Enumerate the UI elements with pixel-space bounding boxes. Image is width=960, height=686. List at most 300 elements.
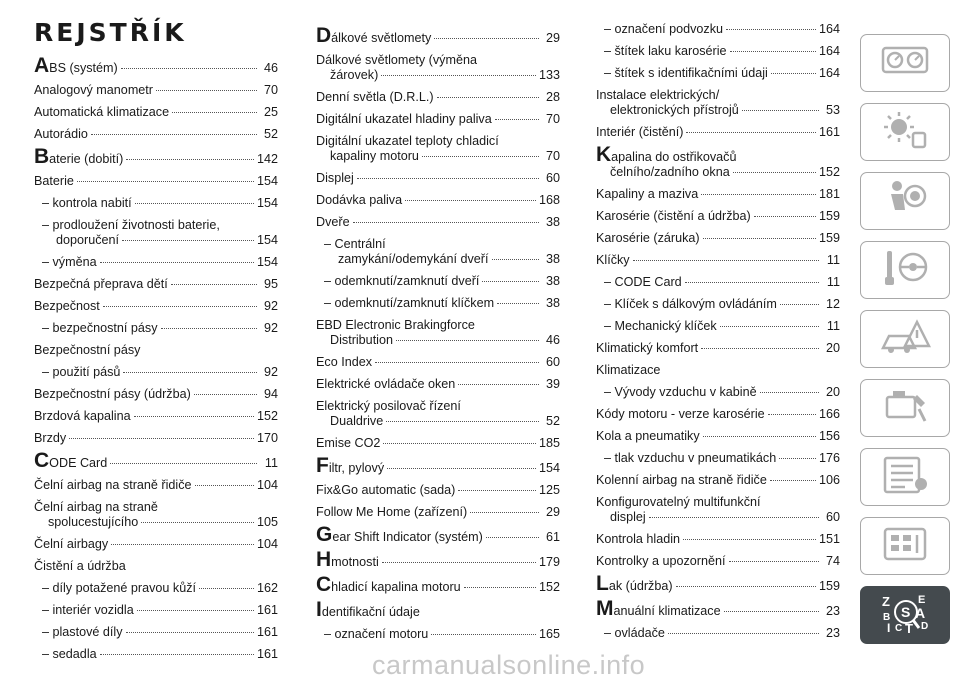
entry-label: Čelní airbag na straně řidiče [34,478,192,492]
entry-label: displej [610,510,646,524]
index-entry-line [604,275,840,290]
page-number: 11 [826,319,840,333]
page-number: 156 [818,429,840,443]
dot-leader [676,586,816,587]
index-entry [34,218,278,248]
entry-label: Čelní airbag na straně [34,500,158,514]
entry-text [596,341,698,356]
index-entry [316,215,560,230]
entry-text [324,627,428,642]
entry-label: Bezpečnost [34,299,100,313]
index-entry-line [596,532,840,547]
entry-label: – odemknutí/zamknutí dveří [324,274,480,288]
dot-leader [396,340,539,341]
index-entry [596,88,840,118]
index-entry [316,296,560,311]
dot-leader [422,156,539,157]
entry-label: anuální klimatizace [613,604,721,618]
page-number: 95 [263,277,278,291]
dot-leader [633,260,819,261]
entry-label: álkové světlomety [331,31,432,45]
page-number: 166 [818,407,840,421]
page-number: 11 [826,275,840,289]
page-number: 159 [818,209,840,223]
dot-leader [768,414,816,415]
entry-label: Brzdová kapalina [34,409,131,423]
index-entry [34,174,278,189]
entry-label: – interiér vozidla [42,603,134,617]
index-letters-icon [879,592,931,639]
entry-label: Dveře [316,215,350,229]
entry-text [596,143,737,166]
entry-text [324,274,479,289]
dot-leader [649,517,819,518]
entry-text [316,548,379,571]
page-number: 161 [256,603,278,617]
index-entry-line [34,83,278,98]
index-entry [34,54,278,77]
entry-label: EBD Electronic Brakingforce [316,318,475,332]
index-column-2 [316,22,560,649]
entry-label: hladicí kapalina motoru [331,580,461,594]
page-number: 152 [256,409,278,423]
entry-text [34,409,131,424]
chapter-tabs [856,34,956,655]
dot-leader [703,436,816,437]
entry-label: Follow Me Home (zařízení) [316,505,468,519]
entry-text [316,112,492,127]
index-entry [596,187,840,202]
dot-leader [729,561,819,562]
index-entry-line [596,143,840,166]
chapter-tab[interactable] [860,586,950,644]
index-entry [596,572,840,595]
entry-text [56,233,119,248]
dot-leader [122,240,254,241]
index-entry [316,355,560,370]
entry-label: – kontrola nabití [42,196,132,210]
entry-label: Kódy motoru - verze karosérie [596,407,765,421]
entry-label: Analogový manometr [34,83,154,97]
index-entry-line [604,66,840,81]
entry-text [42,647,97,662]
entry-label: aterie (dobití) [49,152,124,166]
page-number: 92 [263,321,278,335]
chapter-tab[interactable] [860,172,950,230]
entry-label: doporučení [56,233,120,247]
entry-label: BS (systém) [49,61,118,75]
page-number: 154 [256,255,278,269]
index-entry [34,83,278,98]
index-entry [596,532,840,547]
entry-text [34,343,140,358]
entry-text [330,333,393,348]
dot-leader [137,610,254,611]
entry-text [42,196,132,211]
entry-text [610,165,730,180]
entry-text [316,505,467,520]
index-entry-line [316,505,560,520]
entry-label: žárovek) [330,68,379,82]
index-entry-line [34,478,278,493]
entry-text [316,598,420,621]
index-entry [316,505,560,520]
entry-label: – Klíček s dálkovým ovládáním [604,297,777,311]
dot-leader [141,522,254,523]
entry-text [596,473,767,488]
dot-leader [135,203,254,204]
index-entry-line [34,343,278,358]
dot-leader [733,172,816,173]
index-entry [34,321,278,336]
index-entry [316,274,560,289]
chapter-tab[interactable] [860,103,950,161]
index-entry-line [34,449,278,472]
entry-text [596,572,673,595]
entry-text [596,597,721,620]
dot-leader [123,372,257,373]
index-entry [316,454,560,477]
index-entry-line [316,134,560,149]
entry-label: Interiér (čistění) [596,125,684,139]
index-entry-line [316,318,560,333]
page-number: 164 [818,66,840,80]
entry-text [34,299,100,314]
entry-label: motnosti [331,555,379,569]
page-number: 106 [818,473,840,487]
index-entry-line [34,559,278,574]
entry-label: Dálkové světlomety (výměna [316,53,477,67]
dot-leader [486,537,539,538]
index-entry [316,24,560,47]
index-entry-line [604,319,840,334]
index-entry [596,341,840,356]
svg-text:D: D [921,620,929,632]
page-number: 46 [263,61,278,75]
index-entry-line [316,523,560,546]
dot-leader [771,73,816,74]
index-entry [596,125,840,140]
chapter-tab[interactable] [860,310,950,368]
entry-text [316,377,455,392]
index-entry [596,626,840,641]
entry-label: Brzdy [34,431,67,445]
section-letter: B [34,145,50,168]
dot-leader [458,384,539,385]
entry-label: Dualdrive [330,414,384,428]
entry-label: Kolenní airbag na straně řidiče [596,473,767,487]
entry-label: Elektrické ovládače oken [316,377,456,391]
page-number: 38 [545,296,560,310]
page-number: 23 [825,626,840,640]
entry-text [316,355,372,370]
index-entry [596,209,840,224]
page-number: 185 [538,436,560,450]
entry-label: Čelní airbagy [34,537,109,551]
entry-text [34,431,66,446]
index-entry-line [316,436,560,451]
index-entry-line [604,22,840,37]
entry-text [604,626,665,641]
page-number: 38 [545,252,560,266]
index-entry-line [34,431,278,446]
index-entry [34,409,278,424]
index-entry-line [316,24,560,47]
index-entry-line [42,218,278,233]
entry-text [48,515,138,530]
index-entry-line [316,193,560,208]
entry-label: Kontrolky a upozornění [596,554,726,568]
entry-label: – štítek laku karosérie [604,44,727,58]
dot-leader [382,562,536,563]
entry-text [316,53,477,68]
page-number: 170 [256,431,278,445]
dot-leader [134,416,254,417]
page-number: 74 [825,554,840,568]
index-entry-line [316,483,560,498]
index-entry [596,363,840,378]
entry-text [316,193,402,208]
section-letter: C [34,449,50,472]
index-entry [316,318,560,348]
entry-text [596,407,765,422]
index-entry [34,343,278,358]
page-number: 159 [818,579,840,593]
index-entry-line [596,103,840,118]
page-number: 61 [545,530,560,544]
index-entry-line [34,537,278,552]
chapter-tab[interactable] [860,241,950,299]
airbag-person-icon [879,178,931,225]
page-number: 105 [256,515,278,529]
entry-label: apalina do ostřikovačů [611,150,737,164]
entry-text [34,537,108,552]
index-entry [34,603,278,618]
page-number: 176 [818,451,840,465]
index-entry [596,473,840,488]
index-entry-line [316,355,560,370]
entry-text [596,363,660,378]
entry-label: – Centrální [324,237,386,251]
index-entry-line [42,581,278,596]
entry-label: Distribution [330,333,393,347]
index-entry-line [596,572,840,595]
entry-text [316,215,350,230]
index-entry-line [604,44,840,59]
page-number: 179 [538,555,560,569]
entry-label: – sedadla [42,647,97,661]
index-entry-line [604,297,840,312]
car-dashboard-icon [879,40,931,87]
page-number: 46 [545,333,560,347]
chapter-tab[interactable] [860,517,950,575]
page-number: 12 [825,297,840,311]
index-entry [316,171,560,186]
dot-leader [103,306,257,307]
index-entry-line [596,495,840,510]
tools-steering-icon [879,247,931,294]
chapter-tab[interactable] [860,379,950,437]
page-number: 151 [818,532,840,546]
page-number: 39 [545,377,560,391]
dot-leader [100,654,254,655]
dot-leader [686,132,816,133]
index-entry-line [596,165,840,180]
index-entry-line [42,365,278,380]
page-number: 52 [263,127,278,141]
entry-text [324,237,386,252]
page-number: 53 [825,103,840,117]
entry-label: ak (údržba) [608,579,673,593]
entry-text [316,171,354,186]
entry-text [330,414,383,429]
section-letter: K [596,143,612,166]
index-entry [316,377,560,392]
index-entry-line [34,145,278,168]
entry-text [34,54,118,77]
index-entry-line [316,377,560,392]
entry-label: – odemknutí/zamknutí klíčkem [324,296,495,310]
chapter-tab[interactable] [860,34,950,92]
section-letter: H [316,548,332,571]
dot-leader [383,443,536,444]
dot-leader [195,485,254,486]
index-entry [596,22,840,37]
entry-label: Digitální ukazatel teploty chladicí [316,134,499,148]
index-entry-line [324,627,560,642]
dot-leader [111,544,254,545]
chapter-tab[interactable] [860,448,950,506]
page-number: 20 [825,341,840,355]
index-entry [34,255,278,270]
entry-label: ODE Card [49,456,108,470]
index-entry-line [316,333,560,348]
index-entry-line [42,321,278,336]
entry-text [324,296,494,311]
index-entry-line [316,215,560,230]
index-column-1 [34,52,278,669]
page-number: 142 [256,152,278,166]
index-entry [596,385,840,400]
index-entry-line [596,407,840,422]
entry-text [34,277,168,292]
sun-lamp-icon [879,109,931,156]
entry-label: Klimatický komfort [596,341,699,355]
dot-leader [724,611,819,612]
page-number: 52 [545,414,560,428]
dot-leader [703,238,816,239]
index-entry-line [34,409,278,424]
page-number: 161 [818,125,840,139]
entry-label: – CODE Card [604,275,682,289]
index-entry-line [324,252,560,267]
dot-leader [100,262,254,263]
entry-label: – štítek s identifikačními údaji [604,66,768,80]
dot-leader [770,480,816,481]
page-number: 38 [545,215,560,229]
entry-label: – plastové díly [42,625,123,639]
entry-text [34,500,158,515]
index-entry [316,112,560,127]
entry-label: Konfigurovatelný multifunkční [596,495,761,509]
index-entry-line [34,174,278,189]
index-entry-line [316,90,560,105]
index-entry-line [316,454,560,477]
page-number: 11 [264,456,278,470]
entry-text [604,66,768,81]
section-letter: L [596,572,609,595]
dot-leader [405,200,536,201]
entry-label: dentifikační údaje [321,605,420,619]
index-entry [596,429,840,444]
page-number: 125 [538,483,560,497]
index-entry [34,478,278,493]
index-entry [316,548,560,571]
index-entry-line [596,341,840,356]
entry-label: – označení motoru [324,627,429,641]
entry-text [316,483,455,498]
index-entry-line [316,573,560,596]
dot-leader [780,304,819,305]
index-entry [34,127,278,142]
entry-label: – označení podvozku [604,22,724,36]
entry-text [330,68,378,83]
svg-text:B: B [883,611,891,623]
entry-text [596,532,680,547]
entry-label: – použití pásů [42,365,121,379]
dot-leader [497,303,539,304]
entry-label: Kola a pneumatiky [596,429,700,443]
entry-label: spolucestujícího [48,515,139,529]
entry-label: ear Shift Indicator (systém) [332,530,483,544]
index-entry-line [42,603,278,618]
entry-text [34,387,191,402]
entry-label: Autorádio [34,127,88,141]
svg-text:Z: Z [882,593,890,609]
page-number: 104 [256,478,278,492]
entry-label: – výměna [42,255,97,269]
index-entry [34,647,278,662]
page-number: 23 [825,604,840,618]
entry-label: Klimatizace [596,363,661,377]
index-entry [596,495,840,525]
entry-label: – díly potažené pravou kůží [42,581,197,595]
entry-text [596,231,700,246]
entry-label: Klíčky [596,253,630,267]
entry-label: kapaliny motoru [330,149,419,163]
entry-label: Automatická klimatizace [34,105,170,119]
index-entry [316,627,560,642]
entry-label: Dodávka paliva [316,193,403,207]
page-number: 164 [818,22,840,36]
index-entry-line [42,233,278,248]
page-number: 159 [818,231,840,245]
entry-label: – bezpečnostní pásy [42,321,158,335]
entry-text [316,436,380,451]
page-number: 60 [825,510,840,524]
index-entry [316,523,560,546]
index-entry-line [596,253,840,268]
page-number: 161 [256,647,278,661]
dot-leader [431,634,536,635]
index-entry [34,500,278,530]
page-number: 29 [545,505,560,519]
index-entry-line [596,231,840,246]
index-entry [34,581,278,596]
page-number: 29 [545,31,560,45]
entry-text [316,134,499,149]
index-entry-line [596,187,840,202]
